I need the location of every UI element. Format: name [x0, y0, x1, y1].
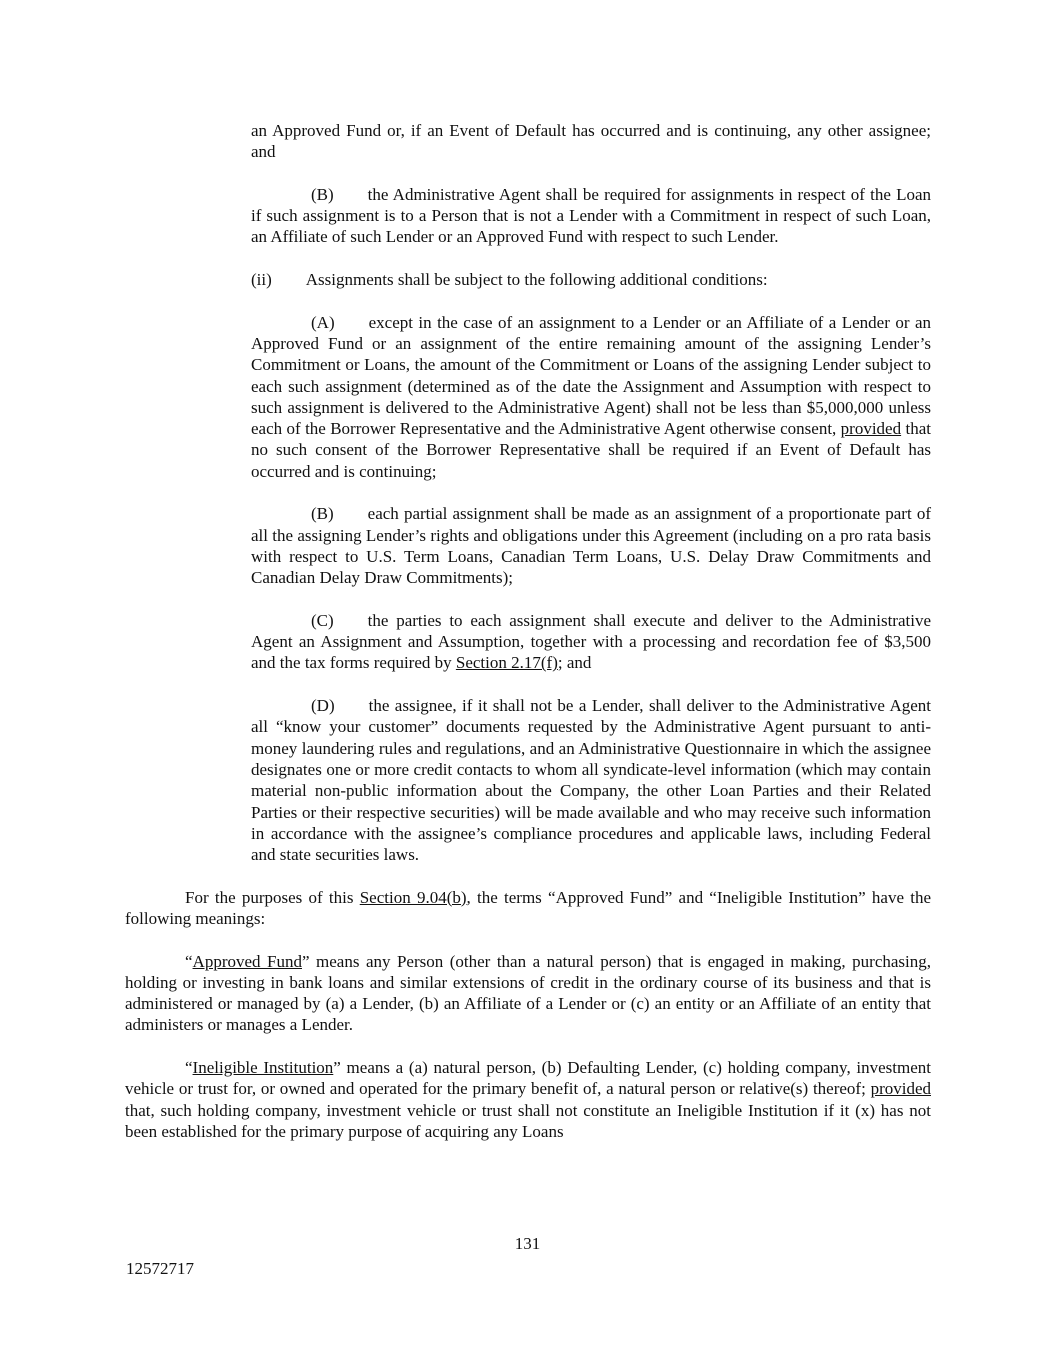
underlined-term: provided	[870, 1079, 931, 1099]
paragraph-ineligible-institution	[125, 1057, 931, 1142]
paragraph-text: ” means a (a) natural person, (b) Defaulting Lender, (c) holding company, investment vehicle or trust for, or owned and operated for the primary benefit of, a natural person or relative(s) thereof;	[125, 1058, 931, 1099]
paragraph-text: each partial assignment shall be made as an assignment of a proportionate part of all the assigning Lender’s rights and obligations under this Agreement (including on a pro rata basis with respect to U.S. Term Loans, Canadian Term Loans, U.S. Delay Draw Commitments and Canadian Delay Draw Commitments);	[251, 504, 931, 588]
paragraph-text: “	[185, 1058, 193, 1078]
clauses-block	[251, 120, 931, 865]
paragraph-clause-a	[251, 312, 931, 482]
clause-label: (C)	[311, 610, 334, 630]
page-number: 131	[514, 1234, 541, 1253]
section-reference: Section 2.17(f)	[455, 653, 558, 673]
paragraph-clause-b1	[251, 184, 931, 248]
paragraph-clause-ii	[251, 269, 931, 290]
paragraph-text: , the terms “Approved Fund” and “Ineligible Institution” have the following meanings:	[125, 887, 931, 928]
paragraph-text: For the purposes of this	[185, 887, 360, 907]
clause-label: (A)	[311, 312, 335, 332]
paragraph-text: that, such holding company, investment vehicle or trust shall not constitute an Ineligible Institution if it (x) has not been established for the primary purpose of acquiring any Loans	[125, 1100, 931, 1141]
paragraph-purposes	[125, 887, 931, 930]
paragraph-text: ; and	[557, 653, 592, 673]
paragraph-clause-b2	[251, 503, 931, 588]
paragraph-text: “	[185, 951, 193, 971]
underlined-term: provided	[840, 419, 902, 439]
clause-label: (B)	[311, 504, 334, 524]
paragraph-text: the assignee, if it shall not be a Lender, shall deliver to the Administrative Agent all “know your customer” documents requested by the Administrative Agent pursuant to anti-money laundering rules and regulations, and an Administrative Questionnaire in which the assignee designates one or more credit contacts to whom all syndicate-level information (which may contain material non-public information about the Company, the other Loan Parties and their Related Parties or their respective securities) will be made available and who may receive such information in accordance with the assignee’s compliance procedures and applicable laws, including Federal and state securities laws.	[251, 696, 931, 865]
paragraph-approved-fund	[125, 951, 931, 1036]
paragraph-text: Assignments shall be subject to the following additional conditions:	[305, 270, 768, 290]
paragraph-text: ” means any Person (other than a natural person) that is engaged in making, purchasing, holding or investing in bank loans and similar extensions of credit in the ordinary course of its business and that is administered or managed by (a) a Lender, (b) an Affiliate of a Lender or (c) an entity or an Affiliate of an entity that administers or manages a Lender.	[125, 951, 931, 1035]
defined-term: Ineligible Institution	[192, 1058, 334, 1078]
page-content	[125, 120, 931, 1164]
paragraph-text: that no such consent of the Borrower Representative shall be required if an Event of Default has occurred and is continuing;	[251, 419, 931, 481]
paragraph-continuation	[251, 120, 931, 163]
defined-term: Approved Fund	[192, 951, 302, 971]
section-reference: Section 9.04(b)	[359, 887, 467, 907]
paragraph-clause-d	[251, 695, 931, 865]
paragraph-clause-c	[251, 610, 931, 674]
paragraph-text: the parties to each assignment shall execute and deliver to the Administrative Agent an Assignment and Assumption, together with a processing and recordation fee of $3,500 and the tax forms required by	[251, 610, 931, 673]
paragraph-text: the Administrative Agent shall be required for assignments in respect of the Loan if such assignment is to a Person that is not a Lender with a Commitment in respect of such Loan, an Affiliate of such Lender or an Approved Fund with respect to such Lender.	[251, 184, 931, 247]
paragraph-text: except in the case of an assignment to a Lender or an Affiliate of a Lender or an Approved Fund or an assignment of the entire remaining amount of the assigning Lender’s Commitment or Loans, the amount of the Commitment or Loans of the assigning Lender subject to each such assignment (determined as of the date the Assignment and Assumption with respect to such assignment is delivered to the Administrative Agent) shall not be less than $5,000,000 unless each of the Borrower Representative and the Administrative Agent otherwise consent,	[251, 312, 931, 439]
clause-label: (ii)	[251, 270, 272, 290]
paragraph-text: an Approved Fund or, if an Event of Default has occurred and is continuing, any other assignee; and	[251, 121, 931, 162]
clause-label: (D)	[311, 696, 335, 716]
document-id: 12572717	[126, 1259, 194, 1278]
clause-label: (B)	[311, 184, 334, 204]
